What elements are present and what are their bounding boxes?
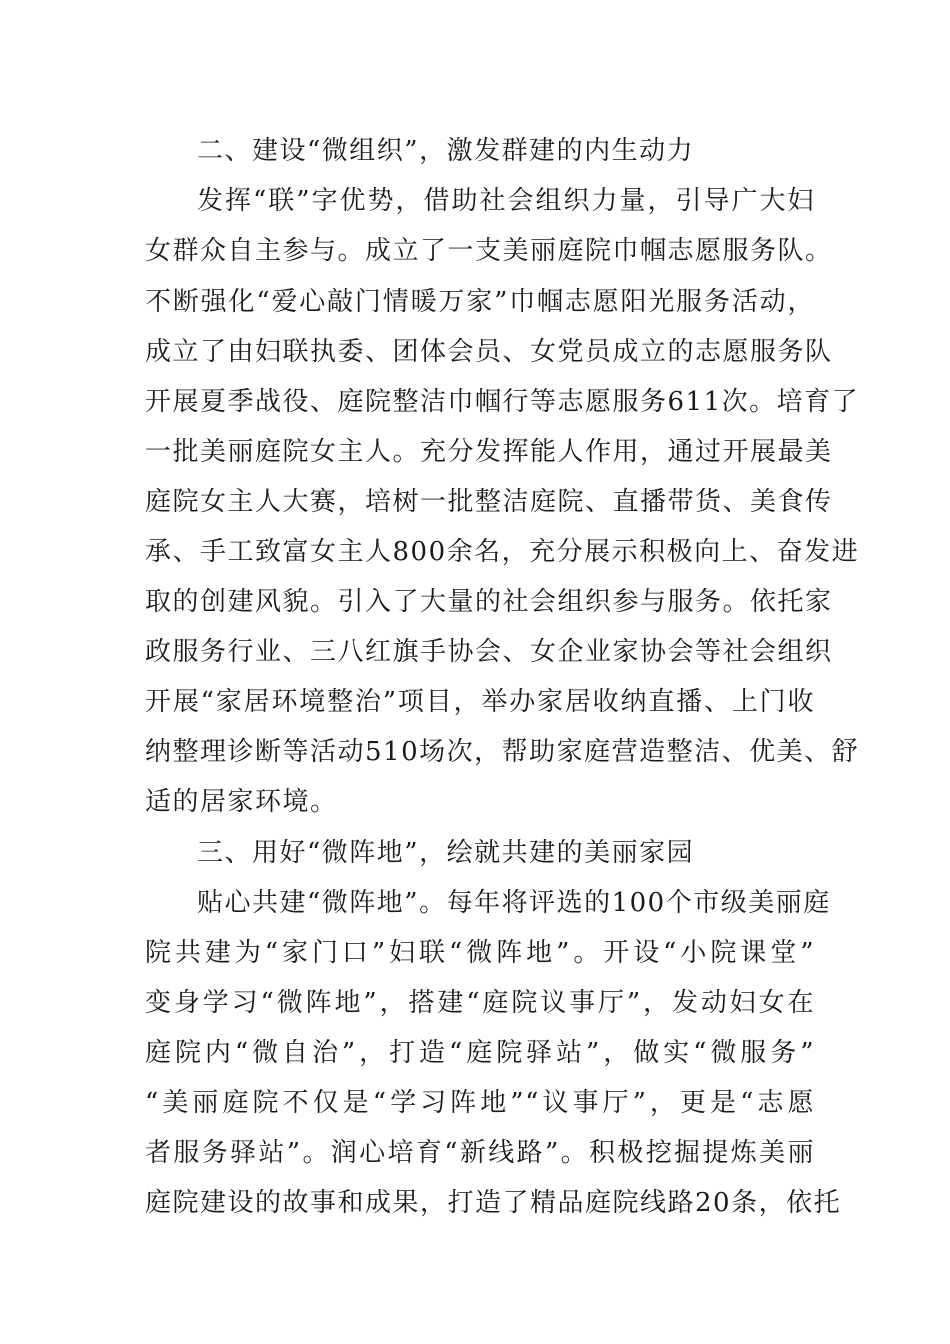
paragraph-line: 开展夏季战役、庭院整洁巾帼行等志愿服务611次。培育了 [145, 387, 860, 417]
paragraph-line: 适的居家环境。 [145, 787, 338, 817]
paragraph-line: 一批美丽庭院女主人。充分发挥能人作用，通过开展最美 [145, 437, 833, 467]
paragraph-line: 纳整理诊断等活动510场次，帮助家庭营造整洁、优美、舒 [145, 737, 860, 767]
paragraph-line: 女群众自主参与。成立了一支美丽庭院巾帼志愿服务队。 [145, 236, 833, 266]
paragraph-line: 贴心共建“微阵地”。每年将评选的100个市级美丽庭 [197, 888, 831, 918]
paragraph-line: 取的创建风貌。引入了大量的社会组织参与服务。依托家 [145, 587, 833, 617]
section-heading-2: 二、建设“微组织”，激发群建的内生动力 [197, 136, 695, 166]
paragraph-line: 变身学习“微阵地”，搭建“庭院议事厅”，发动妇女在 [145, 988, 815, 1018]
paragraph-line: 者服务驿站”。润心培育“新线路”。积极挖掘提炼美丽 [145, 1138, 815, 1168]
paragraph-line: 不断强化“爱心敲门情暖万家”巾帼志愿阳光服务活动， [145, 287, 815, 317]
paragraph-line: 庭院建设的故事和成果，打造了精品庭院线路20条，依托 [145, 1188, 842, 1218]
paragraph-line: 承、手工致富女主人800余名，充分展示积极向上、奋发进 [145, 537, 860, 567]
paragraph-line: 庭院内“微自治”，打造“庭院驿站”，做实“微服务” [145, 1038, 815, 1068]
paragraph-line: 院共建为“家门口”妇联“微阵地”。开设“小院课堂” [145, 938, 815, 968]
paragraph-line: “美丽庭院不仅是“学习阵地”“议事厅”，更是“志愿 [145, 1088, 815, 1118]
paragraph-line: 成立了由妇联执委、团体会员、女党员成立的志愿服务队 [145, 337, 833, 367]
paragraph-line: 开展“家居环境整治”项目，举办家居收纳直播、上门收 [145, 687, 815, 717]
section-heading-3: 三、用好“微阵地”，绘就共建的美丽家园 [197, 838, 695, 868]
paragraph-line: 政服务行业、三八红旗手协会、女企业家协会等社会组织 [145, 637, 833, 667]
paragraph-line: 发挥“联”字优势，借助社会组织力量，引导广大妇 [197, 186, 815, 216]
paragraph-line: 庭院女主人大赛，培树一批整洁庭院、直播带货、美食传 [145, 487, 833, 517]
